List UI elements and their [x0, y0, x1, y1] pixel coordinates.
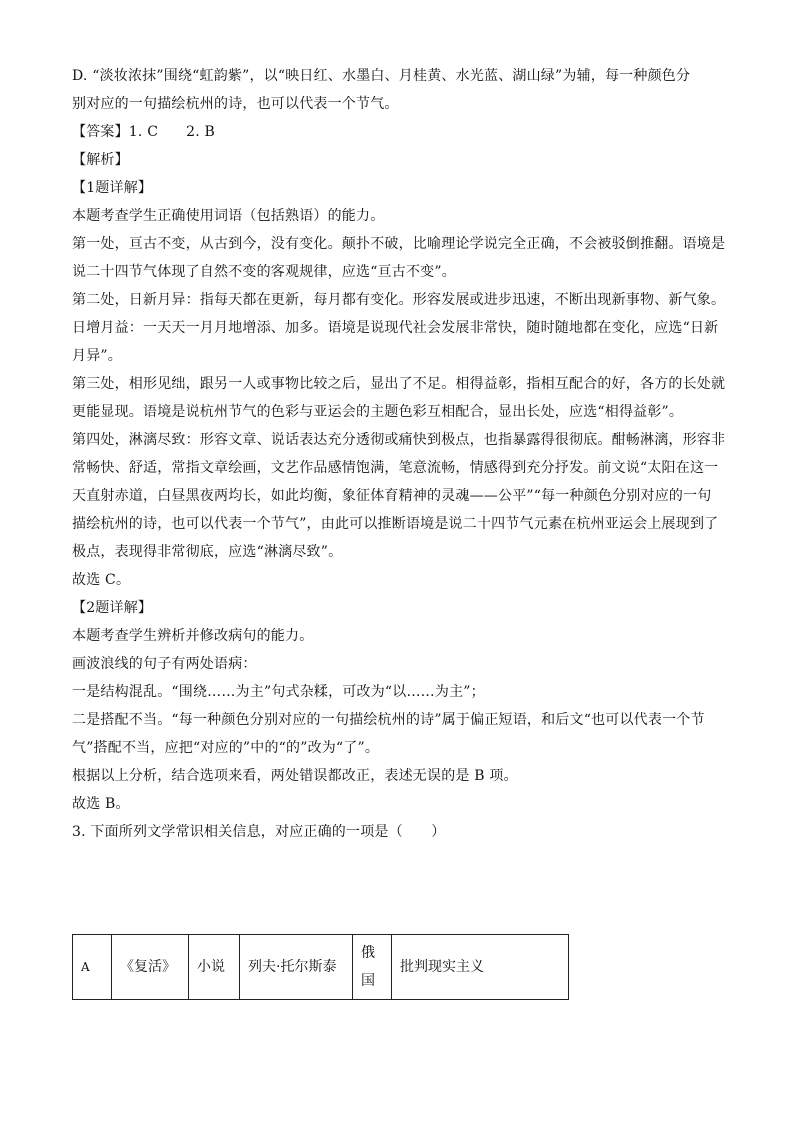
work-title: 《复活》	[112, 935, 189, 1000]
answer-second: 2. B	[186, 124, 216, 140]
text-line: 第四处，淋漓尽致：形容文章、说话表达充分透彻或痛快到极点，也指暴露得很彻底。酣畅淋漓，形容非	[72, 432, 726, 448]
question-3-stem: 3. 下面所列文学常识相关信息，对应正确的一项是（ ）	[72, 824, 446, 840]
text-line: 别对应的一句描绘杭州的诗，也可以代表一个节气。	[72, 96, 399, 112]
text-line: 描绘杭州的诗，也可以代表一个节气”，由此可以推断语境是说二十四节气元素在杭州亚运会上展现到了	[72, 516, 719, 532]
text-line: 本题考查学生正确使用词语（包括熟语）的能力。	[72, 208, 385, 224]
school-cell: 批判现实主义	[392, 935, 569, 1000]
country-cell: 俄国	[353, 935, 392, 1000]
genre-cell: 小说	[189, 935, 240, 1000]
author-cell: 列夫·托尔斯泰	[240, 935, 353, 1000]
text-line: 极点，表现得非常彻底，应选“淋漓尽致”。	[72, 544, 343, 560]
text-line: 故选 C。	[72, 572, 131, 588]
answer-line	[72, 118, 722, 146]
text-line: 根据以上分析，结合选项来看，两处错误都改正，表述无误的是 B 项。	[72, 768, 518, 784]
text-line: 常畅快、舒适，常指文章绘画，文艺作品感情饱满，笔意流畅，情感得到充分抒发。前文说“太阳在这一	[72, 460, 719, 476]
text-line: D. “淡妆浓抹”围绕“虹韵紫”，以“映日红、水墨白、月桂黄、水光蓝、湖山绿”为辅，每一种颜色分	[72, 68, 691, 84]
text-line: 第三处，相形见绌，跟另一人或事物比较之后，显出了不足。相得益彰，指相互配合的好，各方的长处就	[72, 376, 726, 392]
literature-table	[72, 934, 569, 1000]
text-line: 气”搭配不当，应把“对应的”中的“的”改为“了”。	[72, 740, 380, 756]
answer-first: 【答案】1. C	[72, 124, 159, 140]
text-line: 本题考查学生辨析并修改病句的能力。	[72, 628, 314, 644]
text-line: 二是搭配不当。“每一种颜色分别对应的一句描绘杭州的诗”属于偏正短语，和后文“也可以代表一个节	[72, 712, 705, 728]
table-row	[73, 935, 569, 1000]
text-line: 日增月益：一天天一月月地增添、加多。语境是说现代社会发展非常快，随时随地都在变化，应选“日新	[72, 320, 719, 336]
text-line: 天直射赤道，白昼黑夜两均长，如此均衡，象征体育精神的灵魂——公平”“每一种颜色分别对应的一句	[72, 488, 712, 504]
analysis-heading: 【解析】	[72, 152, 129, 168]
text-line: 说二十四节气体现了自然不变的客观规律，应选“亘古不变”。	[72, 264, 456, 280]
option-label: A	[73, 935, 112, 1000]
q2-heading: 【2题详解】	[72, 600, 153, 616]
text-line: 月异”。	[72, 348, 122, 364]
text-line: 第一处，亘古不变，从古到今，没有变化。颠扑不破，比喻理论学说完全正确，不会被驳倒推翻。语境是	[72, 236, 726, 252]
text-line: 故选 B。	[72, 796, 130, 812]
text-line: 画波浪线的句子有两处语病：	[72, 656, 257, 672]
q1-heading: 【1题详解】	[72, 180, 153, 196]
text-line: 更能显现。语境是说杭州节气的色彩与亚运会的主题色彩互相配合，显出长处，应选“相得益彰”。	[72, 404, 684, 420]
text-line: 第二处，日新月异：指每天都在更新，每月都有变化。形容发展或进步迅速，不断出现新事物、新气象。	[72, 292, 726, 308]
document-body	[72, 62, 726, 846]
text-line: 一是结构混乱。“围绕……为主”句式杂糅，可改为“以……为主”；	[72, 684, 485, 700]
